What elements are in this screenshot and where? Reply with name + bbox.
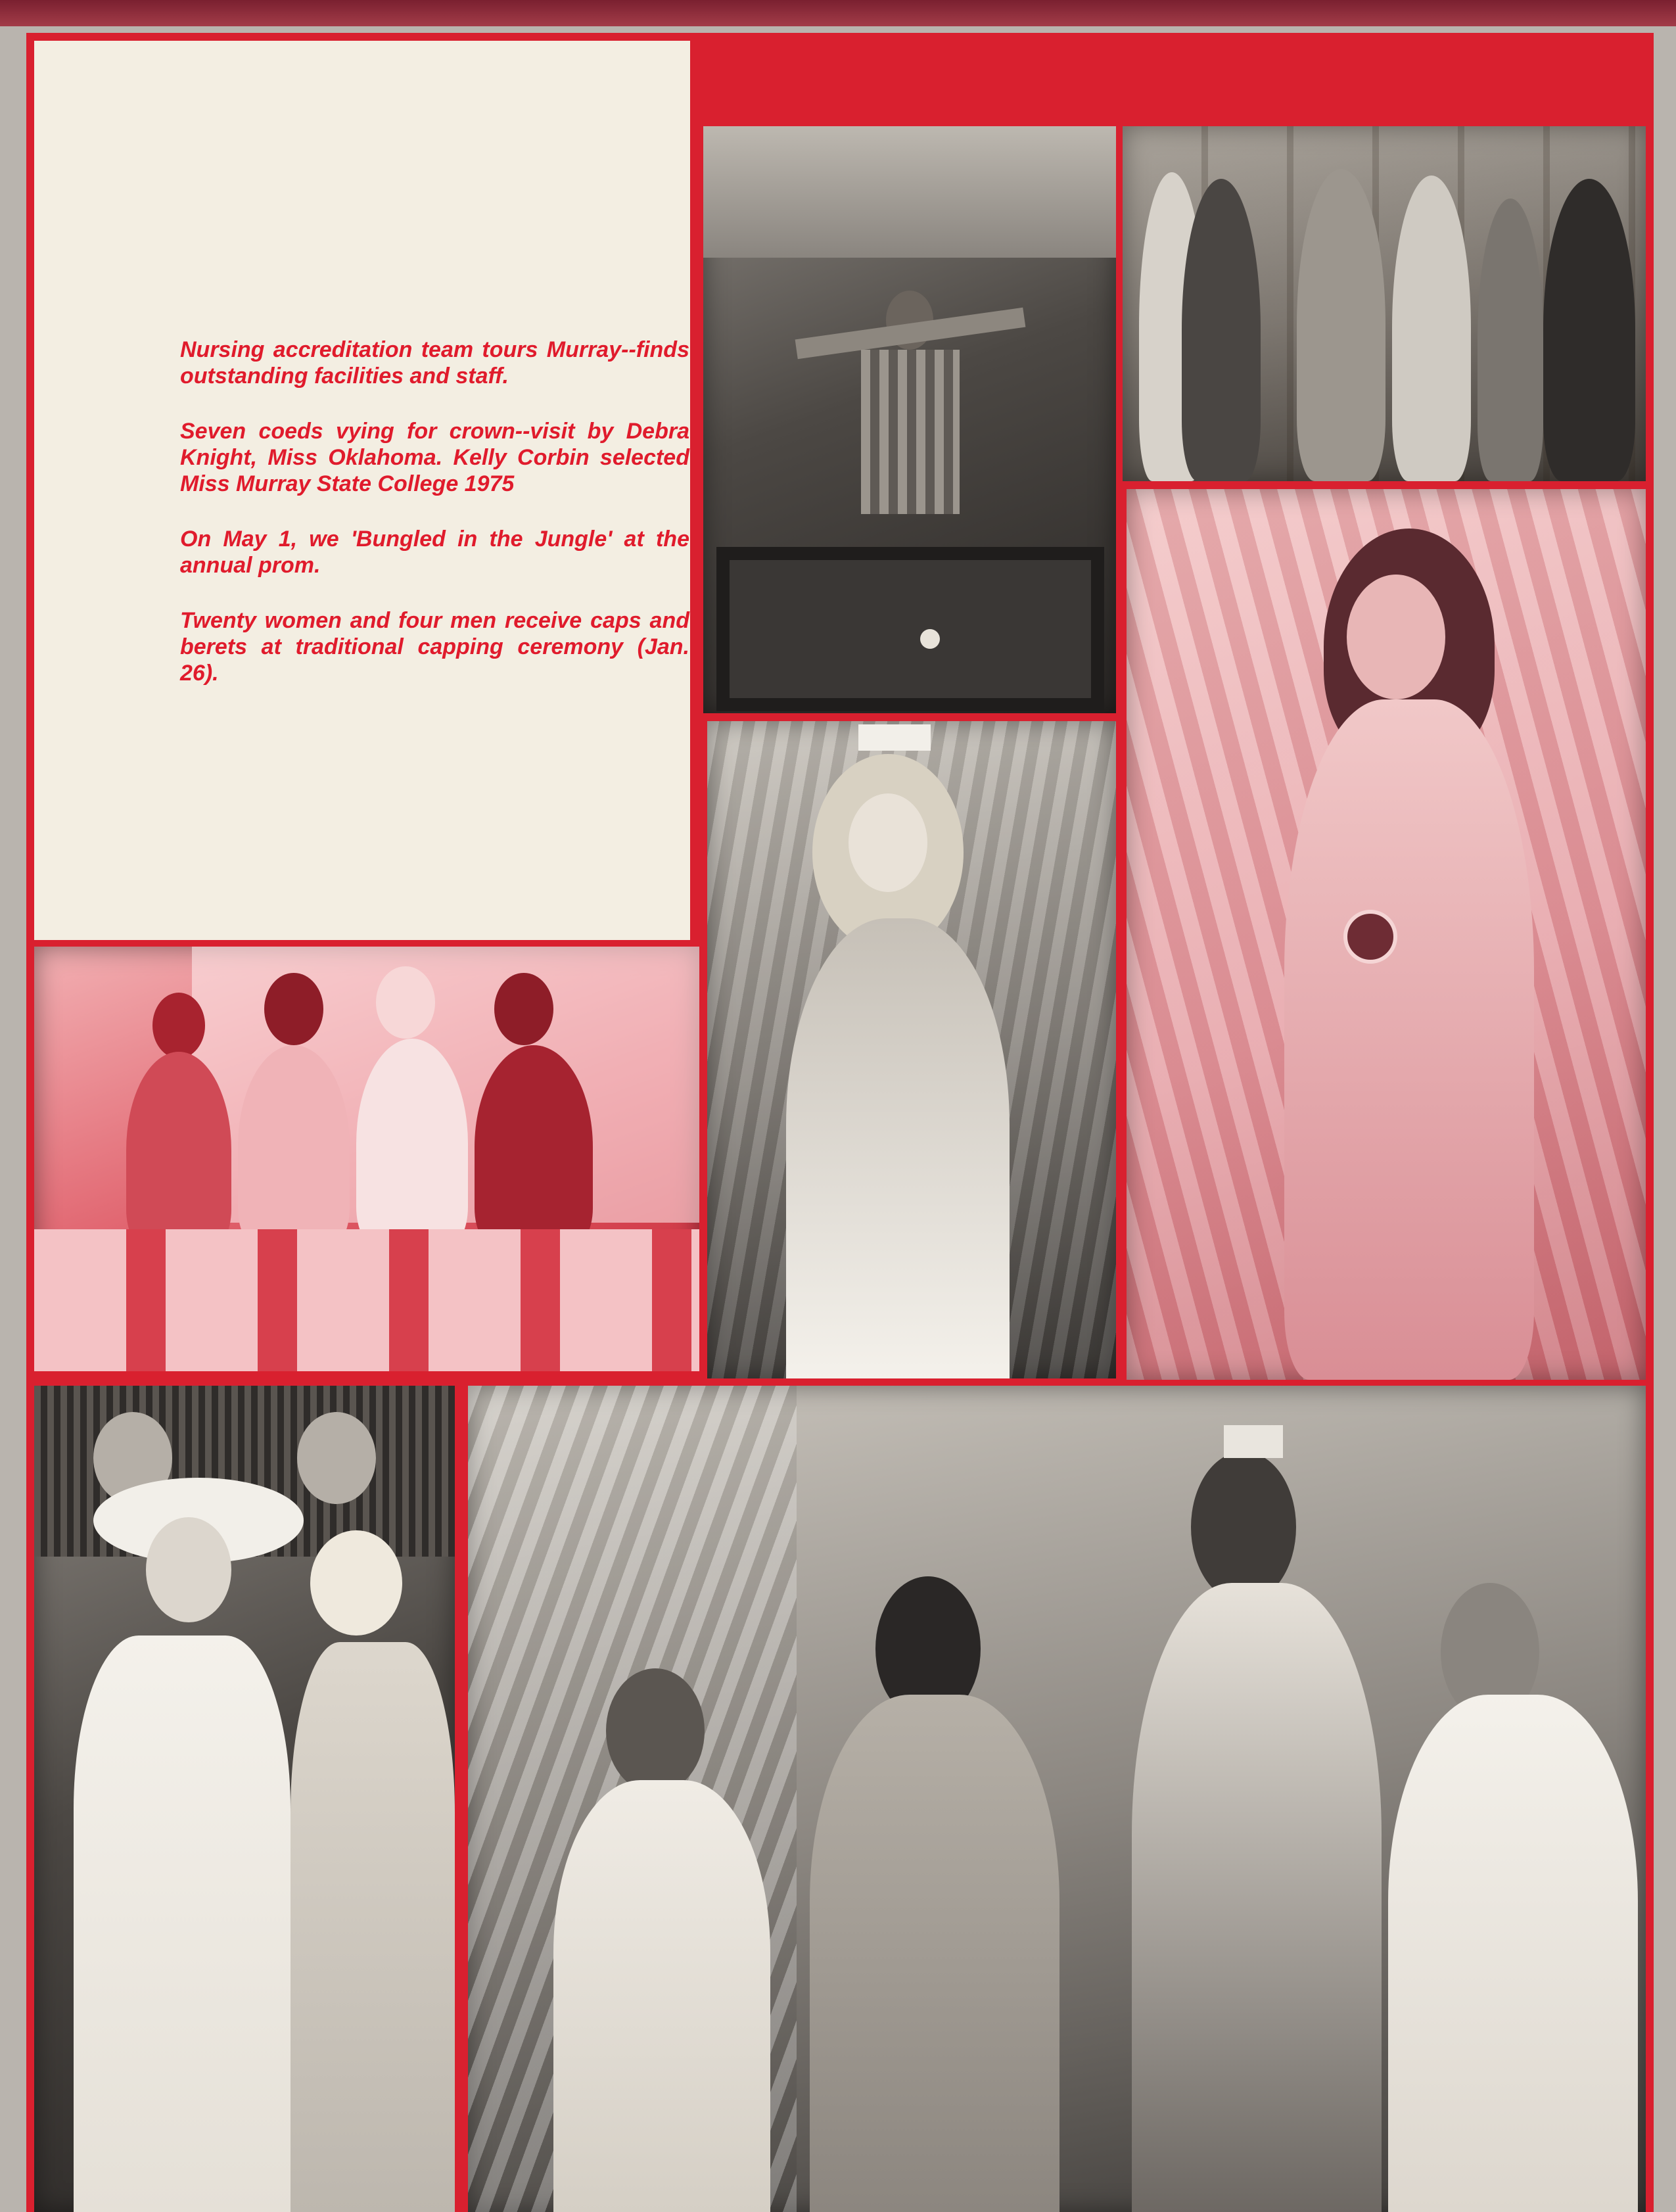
photo-miss-oklahoma <box>707 721 1116 1378</box>
caption-pageant: Seven coeds vying for crown--visit by Debra Knight, Miss Oklahoma. Kelly Corbin selected Miss Murray State College 1975 <box>180 419 689 496</box>
caption-prom: On May 1, we 'Bungled in the Jungle' at the annual prom. <box>180 527 689 578</box>
photo-pool-table <box>703 126 1116 713</box>
caption-panel <box>34 41 690 940</box>
photo-accreditation-team <box>1123 126 1646 481</box>
photo-pageant-finalists <box>468 1386 1646 2212</box>
caption-capping-ceremony: Twenty women and four men receive caps and berets at traditional capping ceremony (Jan. 26). <box>180 608 689 686</box>
photo-prom-couples <box>34 1386 455 2212</box>
caption-block <box>180 337 689 715</box>
photo-seven-coeds <box>34 947 699 1371</box>
yearbook-page <box>26 33 1654 2212</box>
photo-kelly-corbin-crowned <box>1127 489 1646 1380</box>
book-binding-edge <box>0 0 1676 26</box>
caption-nursing-accreditation: Nursing accreditation team tours Murray--finds outstanding facilities and staff. <box>180 337 689 388</box>
